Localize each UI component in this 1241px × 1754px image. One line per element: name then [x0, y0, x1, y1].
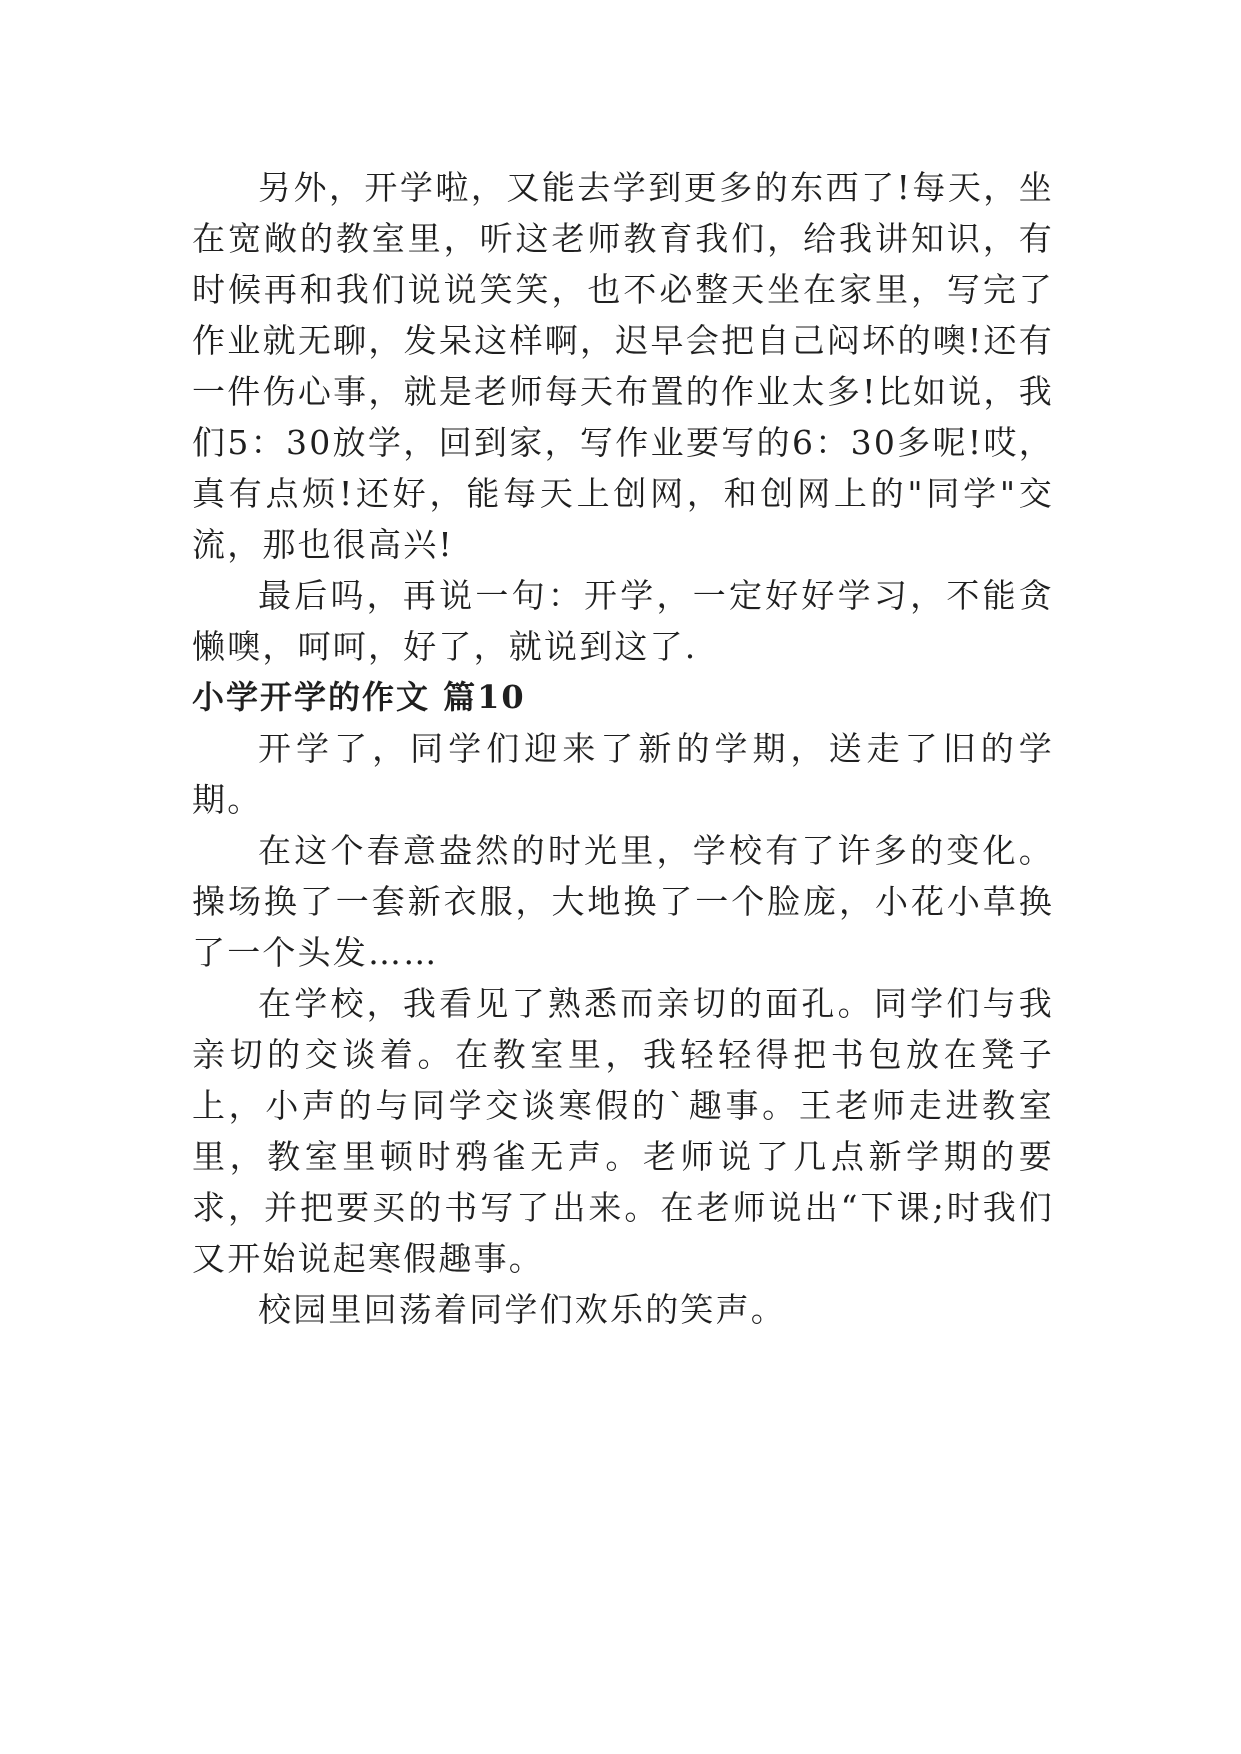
paragraph-campus-laughter: 校园里回荡着同学们欢乐的笑声。 — [258, 1290, 786, 1329]
paragraph-school-reflection: 另外，开学啦，又能去学到更多的东西了!每天，坐在宽敞的教室里，听这老师教育我们，给我讲知识，有时候再和我们说说笑笑，也不必整天坐在家里，写完了作业就无聊，发呆这样啊，迟早会把自己闷坏的噢!还有一件伤心事，就是老师每天布置的作业太多!比如说，我们5：30放学，回到家，写作业要写的6：30多呢!哎，真有点烦!还好，能每天上创网，和创网上的"同学"交流，那也很高兴! — [192, 168, 1054, 564]
paragraph-classroom-scene: 在学校，我看见了熟悉而亲切的面孔。同学们与我亲切的交谈着。在教室里，我轻轻得把书包放在凳子上，小声的与同学交谈寒假的`趣事。王老师走进教室里，教室里顿时鸦雀无声。老师说了几点新学期的要求，并把要买的书写了出来。在老师说出“下课;时我们又开始说起寒假趣事。 — [192, 984, 1054, 1278]
document-page — [192, 162, 1054, 1335]
paragraph-new-semester: 开学了，同学们迎来了新的学期，送走了旧的学期。 — [192, 729, 1054, 819]
section-heading: 小学开学的作文 篇10 — [192, 678, 526, 716]
paragraph-closing-remark: 最后吗，再说一句：开学，一定好好学习，不能贪懒噢，呵呵，好了，就说到这了. — [192, 576, 1054, 666]
paragraph-school-changes: 在这个春意盎然的时光里，学校有了许多的变化。操场换了一套新衣服，大地换了一个脸庞，小花小草换了一个头发…… — [192, 831, 1054, 972]
